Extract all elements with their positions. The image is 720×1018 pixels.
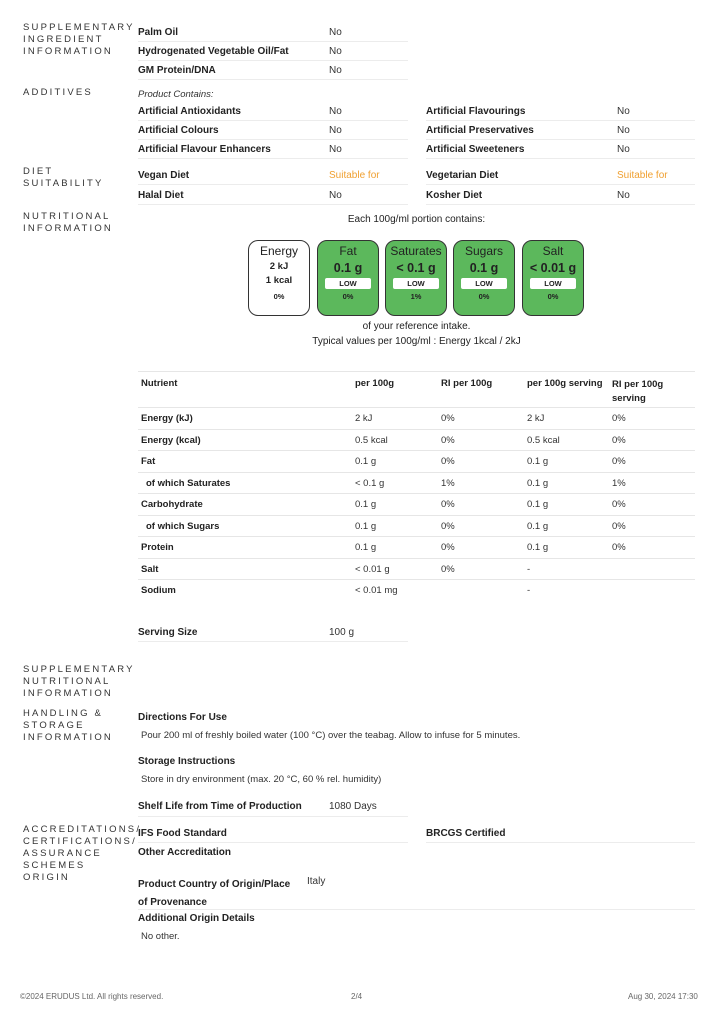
diet-row	[138, 166, 408, 185]
energy-light	[248, 240, 310, 316]
nutrition-table	[138, 371, 695, 602]
diet-value: No	[617, 190, 630, 201]
table-cell: 0%	[441, 434, 455, 446]
footer-date: Aug 30, 2024 17:30	[628, 992, 698, 1001]
additive-label: Artificial Preservatives	[426, 125, 534, 136]
light-name: Salt	[542, 244, 564, 258]
light-amount: < 0.1 g	[396, 261, 436, 275]
table-cell: 0%	[612, 434, 626, 446]
additive-label: Artificial Colours	[138, 125, 219, 136]
section-label-accreditations: ACCREDITATIONS/ CERTIFICATIONS/ ASSURANCE SCHEMES ORIGIN	[23, 824, 142, 883]
additive-value: No	[617, 106, 630, 117]
table-cell: 0%	[441, 499, 455, 510]
light-amount: 0.1 g	[333, 261, 363, 275]
nutrient-name: of which Saturates	[146, 477, 231, 489]
energy-pct: 0%	[273, 292, 285, 301]
table-cell: 0.1 g	[527, 499, 549, 510]
light-pct: 0%	[478, 292, 490, 301]
additive-row	[426, 121, 695, 140]
additional-origin-text: No other.	[141, 931, 180, 942]
light-pct: 0%	[342, 292, 354, 301]
directions-label: Directions For Use	[138, 712, 227, 723]
brcgs-label: BRCGS Certified	[426, 828, 506, 839]
ingredient-value: No	[329, 65, 342, 76]
table-row	[138, 451, 695, 473]
energy-kj: 2 kJ	[269, 261, 289, 272]
additive-label: Artificial Flavour Enhancers	[138, 144, 271, 155]
ingredient-label: Hydrogenated Vegetable Oil/Fat	[138, 46, 289, 57]
ingredient-label: GM Protein/DNA	[138, 65, 216, 76]
table-cell: 1%	[441, 477, 455, 489]
diet-value: No	[329, 190, 342, 201]
other-accreditation-label: Other Accreditation	[138, 847, 231, 858]
diet-label: Vegetarian Diet	[426, 170, 499, 181]
table-row	[138, 516, 695, 538]
light-name: Saturates	[390, 244, 442, 258]
light-level: LOW	[325, 278, 371, 289]
section-label-additives: ADDITIVES	[23, 87, 93, 98]
origin-label: Product Country of Origin/Place of Provenance	[138, 879, 291, 908]
section-label-supplementary-ingredient: SUPPLEMENTARY INGREDIENT INFORMATION	[23, 22, 135, 57]
nutrition-intro: Each 100g/ml portion contains:	[347, 214, 486, 225]
section-label-supplementary-nutritional: SUPPLEMENTARY NUTRITIONAL INFORMATION	[23, 664, 135, 699]
saturates-light	[385, 240, 447, 316]
nutrient-name: Protein	[141, 542, 174, 553]
reference-note: of your reference intake.	[362, 321, 471, 332]
table-header-row	[138, 372, 695, 408]
diet-row	[426, 166, 695, 185]
serving-value: 100 g	[329, 627, 355, 638]
additive-value: No	[617, 144, 630, 155]
storage-label: Storage Instructions	[138, 756, 236, 767]
table-row	[138, 494, 695, 516]
ingredient-row	[138, 42, 408, 61]
nutrient-name: Energy (kJ)	[141, 413, 193, 424]
table-row	[138, 430, 695, 452]
table-header: RI per 100g	[441, 378, 493, 389]
ingredient-label: Palm Oil	[138, 27, 179, 38]
fat-light	[317, 240, 379, 316]
table-cell: 0.1 g	[355, 499, 377, 510]
table-cell: < 0.01 g	[355, 563, 390, 575]
sugars-light	[453, 240, 515, 316]
typical-values: Typical values per 100g/ml : Energy 1kcal / 2kJ	[312, 336, 521, 347]
additive-row	[426, 102, 695, 121]
ifs-label: IFS Food Standard	[138, 828, 227, 839]
diet-value: Suitable for	[617, 170, 668, 181]
table-cell: 0.5 kcal	[355, 434, 388, 446]
serving-label: Serving Size	[138, 627, 198, 638]
ingredient-value: No	[329, 27, 342, 38]
table-cell: 0%	[612, 413, 626, 424]
table-header: Nutrient	[141, 378, 178, 389]
diet-label: Vegan Diet	[138, 170, 190, 181]
footer-copyright: ©2024 ERUDUS Ltd. All rights reserved.	[20, 992, 164, 1001]
ingredient-value: No	[329, 46, 342, 57]
table-cell: 0%	[612, 520, 626, 532]
additive-label: Artificial Sweeteners	[426, 144, 525, 155]
table-cell: 0.1 g	[527, 542, 549, 553]
table-row	[138, 559, 695, 581]
table-cell: 0%	[441, 542, 455, 553]
light-level: LOW	[393, 278, 439, 289]
light-pct: 0%	[547, 292, 559, 301]
table-cell: < 0.01 mg	[355, 585, 398, 596]
footer-page: 2/4	[351, 992, 363, 1001]
table-cell: 2 kJ	[355, 413, 373, 424]
nutrient-name: Energy (kcal)	[141, 434, 201, 446]
additive-value: No	[329, 125, 342, 136]
table-cell: 0.1 g	[527, 456, 549, 467]
accreditation-row	[426, 824, 695, 843]
nutrient-name: Sodium	[141, 585, 176, 596]
table-cell: 0.1 g	[527, 520, 549, 532]
table-cell: 0.1 g	[355, 520, 377, 532]
additive-row	[138, 140, 408, 159]
additive-value: No	[329, 144, 342, 155]
table-cell: 0%	[612, 499, 626, 510]
ingredient-row	[138, 61, 408, 80]
storage-text: Store in dry environment (max. 20 °C, 60 % rel. humidity)	[141, 774, 382, 785]
table-cell: -	[527, 563, 531, 575]
additive-label: Artificial Antioxidants	[138, 106, 241, 117]
table-cell: 0.1 g	[355, 542, 377, 553]
table-row	[138, 473, 695, 495]
section-label-diet: DIET SUITABILITY	[23, 166, 104, 189]
diet-value: Suitable for	[329, 170, 380, 181]
section-label-handling: HANDLING & STORAGE INFORMATION	[23, 708, 113, 743]
table-cell: -	[527, 585, 531, 596]
light-level: LOW	[530, 278, 576, 289]
ingredient-row	[138, 23, 408, 42]
nutrient-name: Salt	[141, 563, 159, 575]
shelf-life-label: Shelf Life from Time of Production	[138, 801, 302, 812]
serving-row	[138, 623, 408, 642]
additive-row	[138, 121, 408, 140]
nutrient-name: of which Sugars	[146, 520, 220, 532]
origin-value: Italy	[307, 876, 326, 887]
table-header: per 100g	[355, 378, 395, 389]
light-pct: 1%	[410, 292, 422, 301]
light-name: Sugars	[464, 244, 504, 258]
table-cell: 0%	[612, 542, 626, 553]
table-cell: < 0.1 g	[355, 477, 385, 489]
diet-label: Halal Diet	[138, 190, 184, 201]
additive-value: No	[617, 125, 630, 136]
additional-origin-label: Additional Origin Details	[138, 913, 255, 924]
table-header: per 100g serving	[527, 378, 603, 389]
diet-label: Kosher Diet	[426, 190, 483, 201]
additive-row	[426, 140, 695, 159]
additive-value: No	[329, 106, 342, 117]
table-cell: 0.5 kcal	[527, 434, 560, 446]
energy-kcal: 1 kcal	[265, 275, 293, 286]
nutrient-name: Fat	[141, 456, 156, 467]
light-name: Fat	[339, 244, 357, 258]
table-cell: 0%	[441, 520, 455, 532]
accreditation-row	[138, 824, 408, 843]
light-level: LOW	[461, 278, 507, 289]
shelf-life-row	[138, 797, 408, 817]
section-label-nutritional: NUTRITIONAL INFORMATION	[23, 211, 113, 234]
energy-name: Energy	[259, 244, 299, 258]
salt-light	[522, 240, 584, 316]
table-cell: 1%	[612, 477, 626, 489]
light-amount: < 0.01 g	[529, 261, 577, 275]
table-cell: 0%	[441, 563, 455, 575]
origin-row	[138, 872, 695, 910]
table-cell: 0%	[612, 456, 626, 467]
diet-row	[426, 186, 695, 205]
directions-text: Pour 200 ml of freshly boiled water (100 °C) over the teabag. Allow to infuse for 5 minutes.	[141, 730, 521, 741]
table-header: RI per 100g serving	[612, 379, 664, 404]
table-cell: 0.1 g	[355, 456, 377, 467]
table-row	[138, 408, 695, 430]
table-row	[138, 580, 695, 602]
nutrient-name: Carbohydrate	[141, 499, 203, 510]
light-amount: 0.1 g	[469, 261, 499, 275]
diet-row	[138, 186, 408, 205]
additive-label: Artificial Flavourings	[426, 106, 526, 117]
table-cell: 0%	[441, 456, 455, 467]
table-row	[138, 537, 695, 559]
additive-row	[138, 102, 408, 121]
table-cell: 2 kJ	[527, 413, 545, 424]
table-cell: 0%	[441, 413, 455, 424]
additives-note: Product Contains:	[138, 89, 214, 100]
shelf-life-value: 1080 Days	[329, 801, 377, 812]
table-cell: 0.1 g	[527, 477, 549, 489]
